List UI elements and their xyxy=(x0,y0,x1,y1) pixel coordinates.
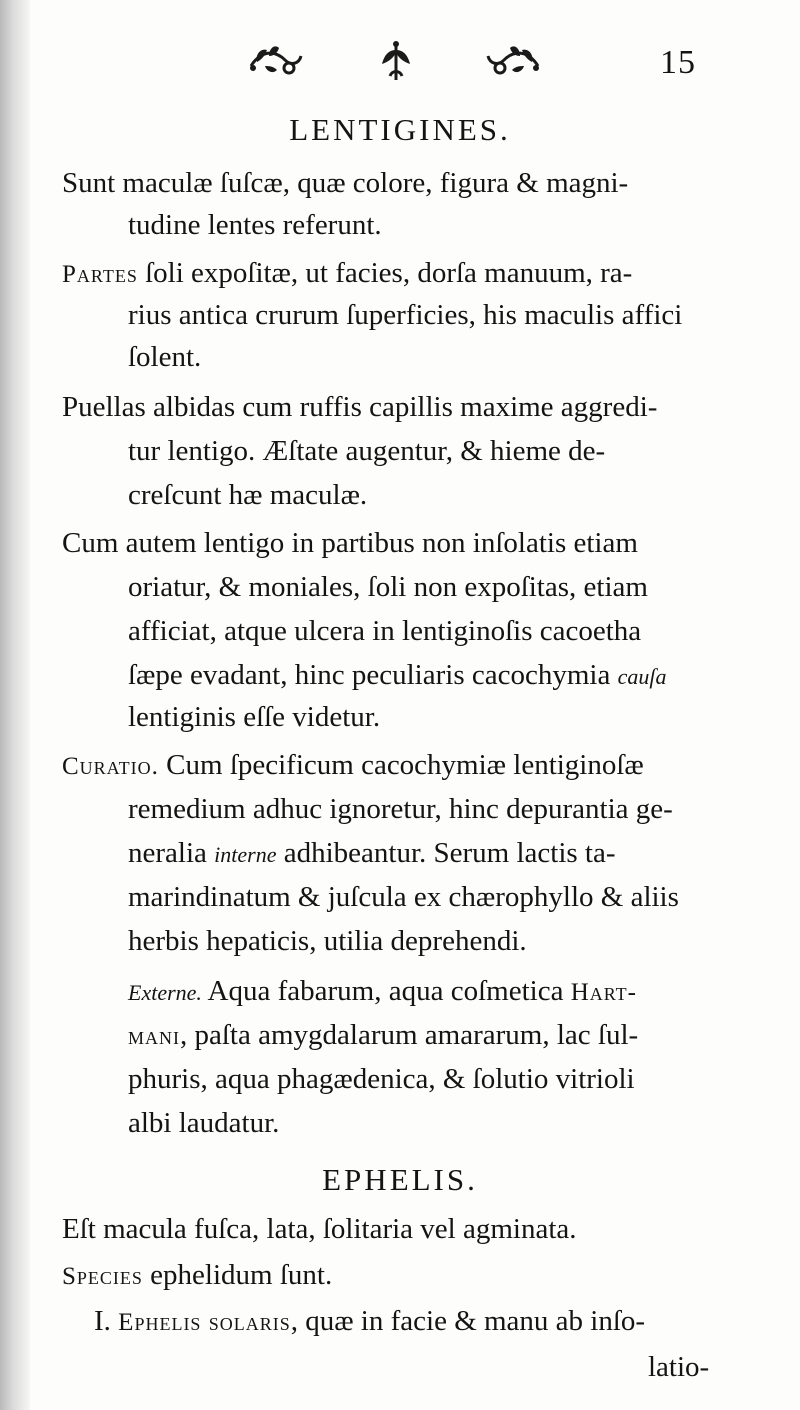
page-number: 15 xyxy=(660,44,696,81)
small-caps-term: Curatio. xyxy=(62,753,159,780)
text-line xyxy=(128,974,637,1010)
catchword: latio- xyxy=(648,1351,710,1383)
text-line: Puellas albidas cum ruffis capillis maxime aggredi- xyxy=(62,391,658,423)
page-gutter-shadow xyxy=(0,0,30,1410)
fleuron-icon xyxy=(376,40,416,84)
text-line xyxy=(62,1258,332,1294)
text-line: ſolent. xyxy=(128,341,202,373)
small-caps-term: Hart- xyxy=(570,979,638,1006)
text-line: remedium adhuc ignoretur, hinc depurantia ge- xyxy=(128,793,673,825)
text-line xyxy=(62,256,632,292)
small-caps-term: mani xyxy=(128,1023,180,1050)
italic-term: Externe. xyxy=(128,980,202,1005)
floral-vine-right-icon xyxy=(484,40,544,82)
text-run: neralia xyxy=(128,837,215,869)
text-line: oriatur, & moniales, ſoli non expoſitas, etiam xyxy=(128,571,648,603)
text-line xyxy=(128,836,616,872)
small-caps-term: Ephelis solaris xyxy=(118,1309,291,1336)
text-line: Eſt macula fuſca, lata, ſolitaria vel agminata. xyxy=(62,1213,577,1245)
text-line: creſcunt hæ maculæ. xyxy=(128,479,368,511)
text-run: Aqua fabarum, aqua coſmetica xyxy=(201,975,571,1007)
text-line: phuris, aqua phagædenica, & ſolutio vitrioli xyxy=(128,1063,635,1095)
text-run: , quæ in facie & manu ab inſo- xyxy=(290,1305,646,1337)
text-line: lentiginis eſſe videtur. xyxy=(128,701,381,733)
text-line: Cum autem lentigo in partibus non inſolatis etiam xyxy=(62,527,638,559)
small-caps-term: Partes xyxy=(62,261,138,288)
text-line xyxy=(128,1018,638,1054)
text-line: tudine lentes referunt. xyxy=(128,209,382,241)
text-line: Sunt maculæ ſuſcæ, quæ colore, figura & magni- xyxy=(62,167,629,199)
text-run: ephelidum ſunt. xyxy=(142,1259,333,1291)
italic-term: cauſa xyxy=(617,664,667,689)
text-run: ſoli expoſitæ, ut facies, dorſa manuum, ra- xyxy=(137,257,633,289)
text-run: , paſta amygdalarum amararum, lac ſul- xyxy=(180,1019,639,1051)
text-line xyxy=(128,658,666,694)
section-heading-ephelis: EPHELIS. xyxy=(322,1162,478,1197)
text-line xyxy=(94,1304,645,1340)
list-number: I. xyxy=(94,1305,119,1337)
text-line: rius antica crurum ſuperficies, his maculis affici xyxy=(128,299,683,331)
text-line: afficiat, atque ulcera in lentiginoſis cacoetha xyxy=(128,615,642,647)
text-line: albi laudatur. xyxy=(128,1107,280,1139)
floral-vine-left-icon xyxy=(245,40,305,82)
small-caps-term: Species xyxy=(62,1263,143,1290)
text-line: tur lentigo. Æſtate augentur, & hieme de- xyxy=(128,435,606,467)
text-line: marindinatum & juſcula ex chærophyllo & aliis xyxy=(128,881,679,913)
text-line xyxy=(62,748,644,784)
text-run: adhibeantur. Serum lactis ta- xyxy=(276,837,616,869)
section-heading-lentigines: LENTIGINES. xyxy=(289,112,511,147)
text-run: ſæpe evadant, hinc peculiaris cacochymia xyxy=(128,659,618,691)
italic-term: interne xyxy=(214,842,277,867)
text-line: herbis hepaticis, utilia deprehendi. xyxy=(128,925,527,957)
text-run: Cum ſpecificum cacochymiæ lentiginoſæ xyxy=(158,749,644,781)
